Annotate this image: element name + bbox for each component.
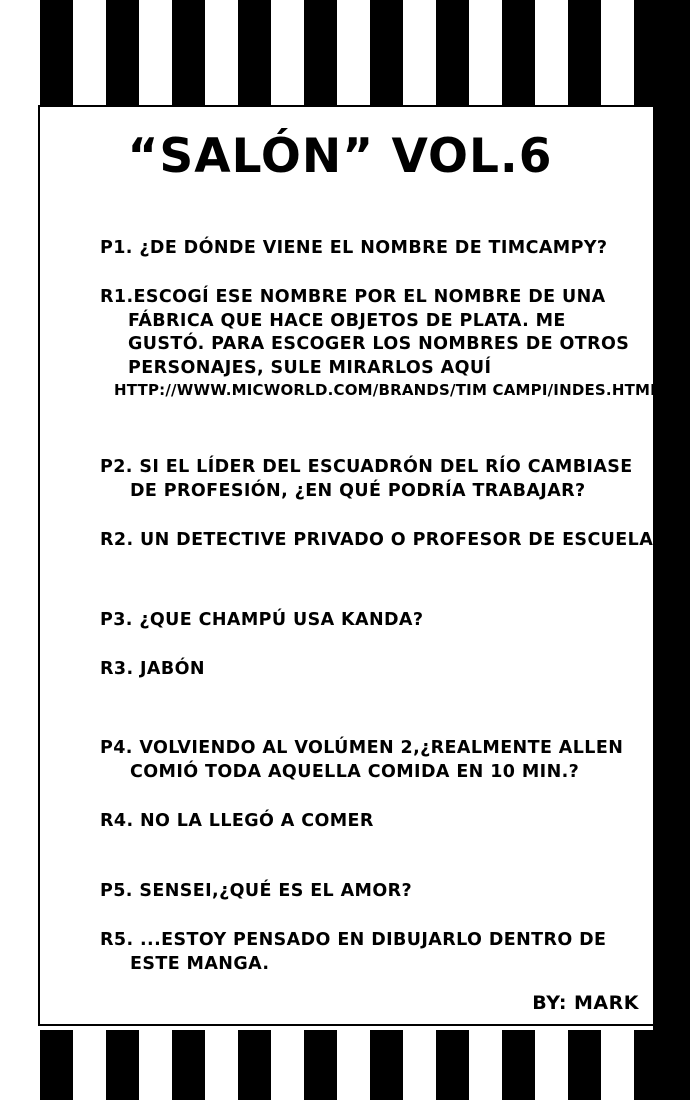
page-title: “SALÓN” VOL.6 — [127, 129, 553, 184]
answer-line: ESTE MANGA. — [130, 953, 270, 974]
question-line: DE PROFESIÓN, ¿EN QUÉ PODRÍA TRABAJAR? — [130, 480, 586, 501]
answer-line: R5. ...ESTOY PENSADO EN DIBUJARLO DENTRO DE — [100, 930, 607, 951]
spacer — [40, 784, 655, 810]
spacer — [40, 632, 655, 658]
question-line: P1. ¿DE DÓNDE VIENE EL NOMBRE DE TIMCAMPY? — [100, 238, 608, 258]
question-line: P3. ¿QUE CHAMPÚ USA KANDA? — [100, 609, 424, 630]
qa-block-q2 — [40, 456, 655, 552]
author-signature: BY: MARK — [532, 992, 639, 1014]
answer-line: R1.ESCOGÍ ESE NOMBRE POR EL NOMBRE DE UNA — [100, 287, 606, 308]
qa-block-q4 — [40, 737, 655, 833]
answer-line: FÁBRICA QUE HACE OBJETOS DE PLATA. ME — [128, 310, 566, 331]
striped-band-bottom — [40, 1030, 653, 1100]
question-line: P2. SI EL LÍDER DEL ESCUADRÓN DEL RÍO CAMBIASE — [100, 457, 633, 478]
question-line: COMIÓ TODA AQUELLA COMIDA EN 10 MIN.? — [130, 761, 580, 782]
spacer — [40, 503, 655, 529]
panel-inner — [40, 107, 667, 1024]
spacer — [40, 260, 655, 286]
solid-black-right-bar — [653, 0, 690, 1100]
question-line: P5. SENSEI,¿QUÉ ES EL AMOR? — [100, 880, 413, 901]
spacer — [40, 834, 655, 880]
qa-block-q3 — [40, 609, 655, 682]
qa-list — [40, 237, 667, 976]
qa-block-q5 — [40, 880, 655, 976]
qa-block-q1 — [40, 237, 667, 400]
spacer — [40, 553, 655, 609]
answer-url-line: HTTP://WWW.MICWORLD.COM/BRANDS/TIM CAMPI/INDES.HTML) — [114, 381, 667, 400]
spacer — [40, 400, 655, 456]
answer-line: R2. UN DETECTIVE PRIVADO O PROFESOR DE ESCUELA — [100, 530, 654, 551]
question-line: P4. VOLVIENDO AL VOLÚMEN 2,¿REALMENTE ALLEN — [100, 738, 624, 759]
striped-band-top — [40, 0, 653, 105]
answer-line: GUSTÓ. PARA ESCOGER LOS NOMBRES DE OTROS — [128, 334, 630, 355]
answer-line: PERSONAJES, SULE MIRARLOS AQUÍ — [128, 357, 492, 378]
spacer — [40, 681, 655, 737]
content-panel — [38, 105, 667, 1026]
spacer — [40, 903, 655, 929]
answer-line: R3. JABÓN — [100, 659, 205, 680]
answer-line: R4. NO LA LLEGÓ A COMER — [100, 811, 374, 832]
